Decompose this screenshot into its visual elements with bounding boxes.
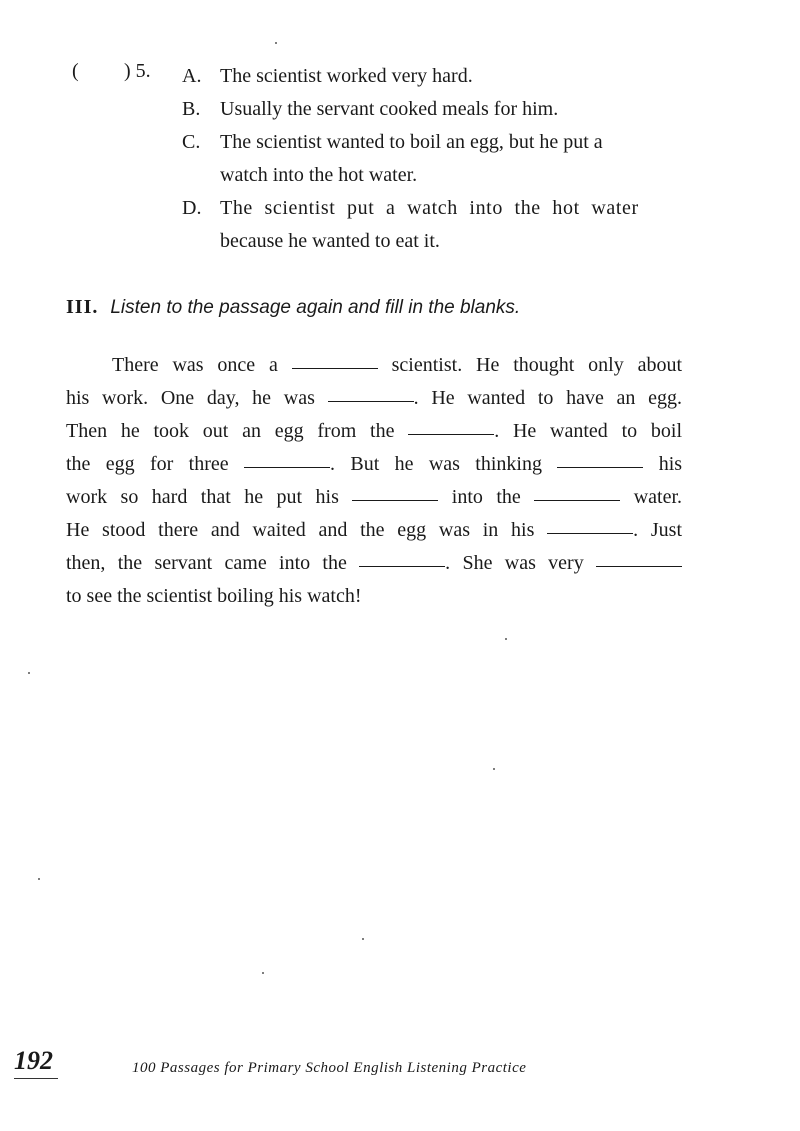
section-instruction: Listen to the passage again and fill in the blanks. xyxy=(110,297,521,318)
option-b-text: Usually the servant cooked meals for him. xyxy=(220,98,559,120)
section-3-heading xyxy=(66,296,520,319)
blank-8[interactable] xyxy=(547,532,633,534)
blank-2[interactable] xyxy=(328,400,414,402)
blank-3[interactable] xyxy=(408,433,494,435)
blank-5[interactable] xyxy=(557,466,643,468)
section-number: III. xyxy=(66,296,99,318)
option-c-text-line2: watch into the hot water. xyxy=(220,164,418,186)
passage-line-3: Then he took out an egg from the . He wanted to boil xyxy=(66,420,682,442)
option-a-letter: A. xyxy=(182,65,202,87)
blank-9[interactable] xyxy=(359,565,445,567)
blank-4[interactable] xyxy=(244,466,330,468)
blank-1[interactable] xyxy=(292,367,378,369)
page-number-underline xyxy=(14,1078,58,1079)
answer-paren-open: ( xyxy=(72,60,79,82)
scan-speck xyxy=(262,972,264,974)
passage-line-5: work so hard that he put his into the water. xyxy=(66,486,683,508)
scan-speck xyxy=(505,638,507,640)
passage-line-7: then, the servant came into the . She was very xyxy=(66,547,682,580)
scan-speck xyxy=(493,768,495,770)
passage-line-6: He stood there and waited and the egg was in his . Just xyxy=(66,519,683,541)
passage-line-8: to see the scientist boiling his watch! xyxy=(66,585,362,607)
page-number: 192 xyxy=(14,1046,53,1075)
scan-speck xyxy=(28,672,30,674)
option-c-letter: C. xyxy=(182,131,201,153)
option-b-letter: B. xyxy=(182,98,201,120)
blank-7[interactable] xyxy=(534,499,620,501)
answer-paren-close: ) 5. xyxy=(124,60,151,82)
question-number: 5. xyxy=(135,60,151,82)
passage-line-2: his work. One day, he was . He wanted to have an egg. xyxy=(66,387,683,409)
option-a-text: The scientist worked very hard. xyxy=(220,65,473,87)
option-d-text-line2: because he wanted to eat it. xyxy=(220,230,440,252)
option-d-letter: D. xyxy=(182,197,202,219)
book-title: 100 Passages for Primary School English Listening Practice xyxy=(132,1060,527,1076)
option-c-text-line1: The scientist wanted to boil an egg, but he put a xyxy=(220,131,603,153)
blank-6[interactable] xyxy=(352,499,438,501)
scan-speck xyxy=(275,42,277,44)
option-d-text-line1: The scientist put a watch into the hot water xyxy=(220,197,639,219)
passage-line-4: the egg for three . But he was thinking his xyxy=(66,453,683,475)
passage-line-1: There was once a scientist. He thought only about xyxy=(112,354,683,376)
scan-speck xyxy=(38,878,40,880)
scan-speck xyxy=(362,938,364,940)
blank-10[interactable] xyxy=(596,565,682,567)
